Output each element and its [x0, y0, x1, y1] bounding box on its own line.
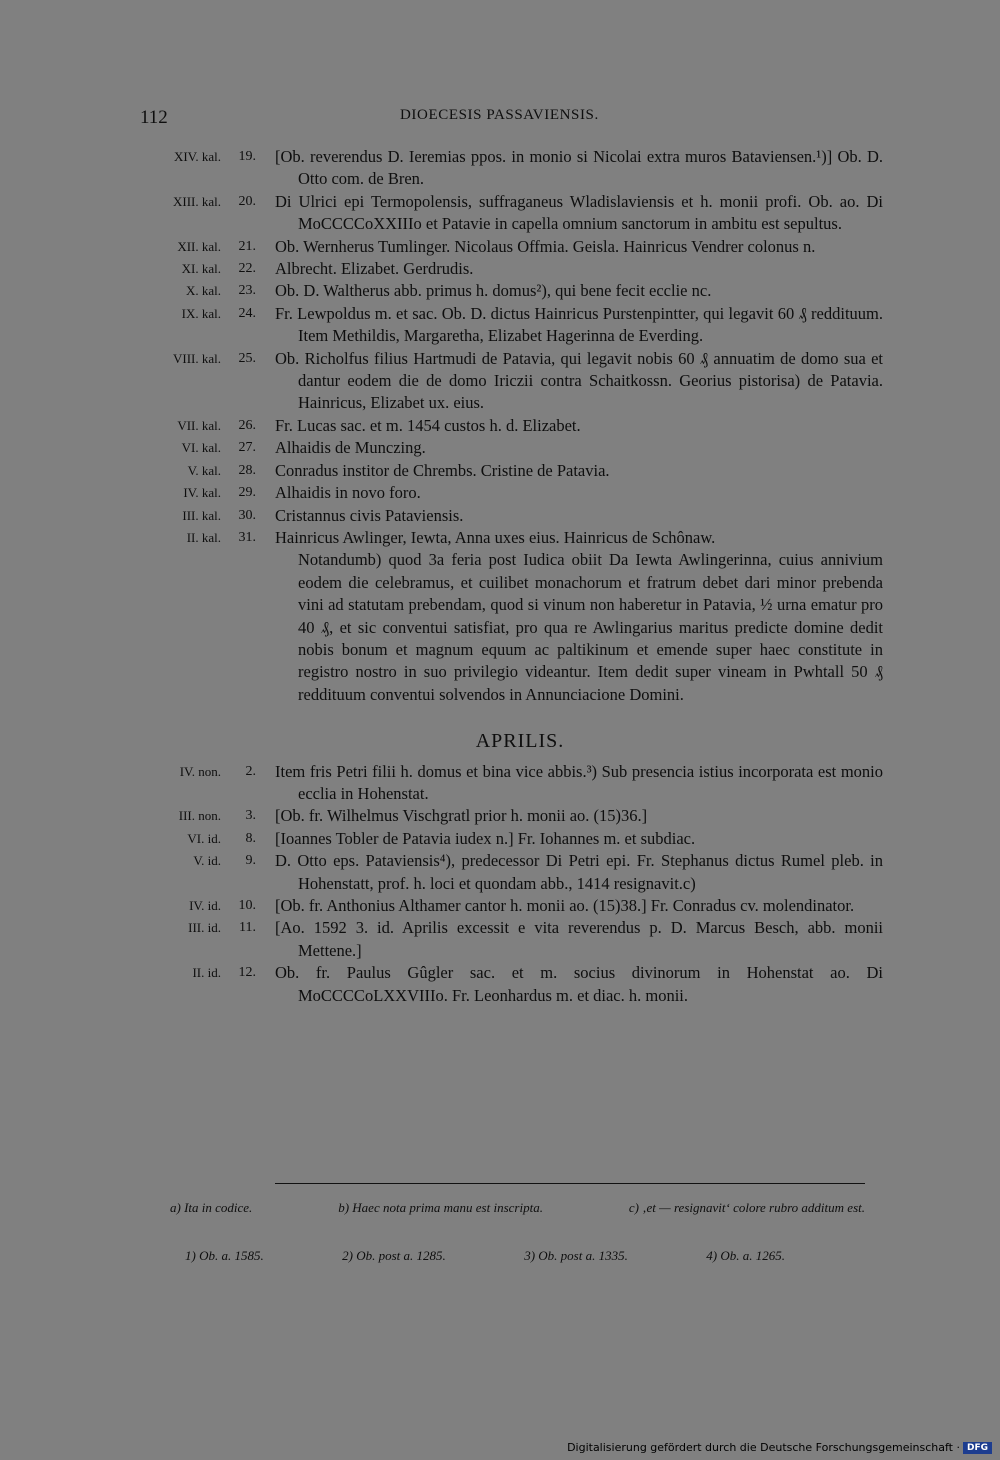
entry-text: Albrecht. Elizabet. Gerdrudis. — [275, 259, 474, 279]
entry-date: VI. kal. — [181, 440, 221, 456]
entry — [130, 761, 883, 806]
entry-text: [Ao. 1592 3. id. Aprilis excessit e vita reverendus p. D. Marcus Besch, abb. monii Mettene.] — [275, 918, 883, 960]
entry-date: XIV. kal. — [173, 149, 221, 164]
numbered-note: 1) Ob. a. 1585. — [185, 1248, 264, 1263]
entry-day: 11. — [239, 920, 256, 936]
numbered-note: 4) Ob. a. 1265. — [706, 1248, 785, 1263]
entry — [130, 258, 870, 280]
footnote-c: c) ‚et — resignavit‘ colore rubro additum est. — [628, 1200, 865, 1215]
entry-text: [Ioannes Tobler de Patavia iudex n.] Fr. Iohannes m. et subdiac. — [275, 828, 696, 848]
entry — [130, 280, 870, 302]
entry — [130, 505, 870, 527]
entry-date: XI. kal. — [181, 261, 221, 277]
entry-text: Ob. Wernherus Tumlinger. Nicolaus Offmia. Geisla. Hainricus Vendrer colonus n. — [275, 236, 816, 256]
entry-text — [275, 527, 883, 706]
entry-day: 10. — [238, 898, 256, 913]
entry-day: 20. — [238, 193, 256, 209]
entry-text: Conradus institor de Chrembs. Cristine de Patavia. — [275, 460, 610, 480]
numbered-note: 2) Ob. post a. 1285. — [342, 1248, 446, 1263]
entry-day: 2. — [245, 763, 256, 779]
entry-day: 9. — [245, 853, 256, 869]
entry — [130, 962, 883, 1007]
page-number: 112 — [140, 107, 168, 128]
entry — [130, 527, 883, 706]
entry-text: Fr. Lewpoldus m. et sac. Ob. D. dictus Hainricus Purstenpintter, qui legavit 60 ₰ reddituum. Item Methildis, Margaretha, Elizabet Hagerinna de Everding. — [275, 303, 883, 346]
entry-text: Ob. Richolfus filius Hartmudi de Patavia, qui legavit nobis 60 ₰ annuatim de domo sua et dantur eodem die de domo Iriczii contra Schaitkossn. Georius pistorisa) de Patavia. Hainricus, Elizabet ux. eius. — [275, 348, 883, 413]
entry-date: IV. kal. — [183, 485, 221, 501]
entry — [130, 917, 883, 962]
entry-text: Alhaidis de Munczing. — [275, 438, 426, 458]
entry — [130, 460, 870, 482]
entry-text: [Ob. reverendus D. Ieremias ppos. in monio si Nicolai extra muros Bataviensen.¹)] Ob. D. Otto com. de Bren. — [275, 147, 883, 189]
entry-day: 22. — [238, 261, 256, 277]
entry-date: II. id. — [192, 965, 221, 981]
funding-footer — [567, 1441, 992, 1454]
entry-date: III. id. — [188, 920, 221, 936]
footnote-a: a) Ita in codice. — [170, 1200, 253, 1215]
entry — [130, 191, 883, 236]
entry-day: 29. — [238, 485, 256, 501]
entry-day: 23. — [238, 283, 256, 299]
april-section-title: APRILIS. — [475, 730, 565, 753]
entry-date: XIII. kal. — [172, 193, 221, 209]
running-head: DIOECESIS PASSAVIENSIS. — [400, 107, 599, 123]
entry-date: IX. kal. — [181, 305, 221, 321]
entry-date: V. id. — [193, 853, 221, 869]
entry-text: Ob. fr. Paulus Gûgler sac. et m. socius divinorum in Hohenstat ao. Di MoCCCCoLXXVIIIo. Fr. Leonhardus m. et diac. h. monii. — [275, 963, 883, 1005]
entry-main-text: Hainricus Awlinger, Iewta, Anna uxes eius. Hainricus de Schônaw. — [275, 527, 716, 547]
entry-text: Di Ulrici epi Termopolensis, suffraganeus Wladislaviensis et h. monii profi. Ob. ao. Di MoCCCCoXXIIIo et Patavie in capella omnium sanctorum in ambitu est sepultus. — [275, 191, 883, 234]
entry — [130, 828, 870, 850]
entry-text: Item fris Petri filii h. domus et bina vice abbis.³) Sub presencia istius incorporata est monio ecclia in Hohenstat. — [275, 761, 883, 803]
entry — [130, 236, 870, 258]
entry-date: III. kal. — [182, 507, 221, 523]
entry — [130, 895, 870, 917]
entry — [130, 303, 883, 348]
entry-date: V. kal. — [187, 462, 221, 478]
entry-text: Cristannus civis Pataviensis. — [275, 505, 464, 525]
footnotes — [170, 1198, 865, 1217]
entry — [130, 146, 883, 191]
entry — [130, 437, 870, 459]
entry-day: 31. — [238, 529, 256, 545]
entry-text: Ob. D. Waltherus abb. primus h. domus²), qui bene fecit ecclie nc. — [275, 281, 712, 301]
footnote-divider — [275, 1183, 865, 1184]
entry — [130, 805, 870, 827]
entry-day: 12. — [238, 965, 256, 981]
entry-date: III. non. — [178, 808, 221, 824]
entry — [130, 482, 870, 504]
entry — [130, 415, 870, 437]
entry-text: [Ob. fr. Wilhelmus Vischgratl prior h. monii ao. (15)36.] — [275, 806, 648, 826]
entry-day: 28. — [238, 462, 256, 478]
entry-date: VIII. kal. — [172, 350, 221, 366]
entry-date: X. kal. — [185, 283, 221, 299]
entry-day: 24. — [238, 305, 256, 321]
entry-date: VII. kal. — [177, 417, 221, 433]
footer-text: Digitalisierung gefördert durch die Deutsche Forschungsgemeinschaft · — [567, 1441, 960, 1454]
entry-day: 21. — [238, 238, 256, 254]
entry — [130, 850, 883, 895]
entry-text: Alhaidis in novo foro. — [275, 483, 421, 503]
entry-date: IV. id. — [189, 898, 221, 913]
entry-day: 30. — [238, 507, 256, 523]
entry-day: 3. — [245, 808, 256, 824]
entry-day: 19. — [238, 149, 256, 164]
numbered-notes — [185, 1248, 785, 1264]
entry-date: VI. id. — [187, 830, 221, 846]
entry-text: Fr. Lucas sac. et m. 1454 custos h. d. Elizabet. — [275, 415, 581, 435]
entries — [130, 146, 883, 1007]
entry-text: D. Otto eps. Pataviensis⁴), predecessor Di Petri epi. Fr. Stephanus dictus Rumel pleb. in Hohenstatt, prof. h. loci et quondam abb., 1414 resignavit.c) — [275, 851, 883, 893]
entry-day: 27. — [238, 440, 256, 456]
entry-day: 8. — [245, 830, 256, 846]
numbered-note: 3) Ob. post a. 1335. — [524, 1248, 628, 1263]
entry-date: IV. non. — [179, 763, 221, 779]
entry-text: [Ob. fr. Anthonius Althamer cantor h. monii ao. (15)38.] Fr. Conradus cv. molendinator. — [275, 896, 855, 915]
entry-date: XII. kal. — [177, 238, 221, 254]
entry-day: 26. — [238, 417, 256, 433]
dfg-logo: DFG — [963, 1442, 992, 1454]
entry-note-text: Notandumb) quod 3a feria post Iudica obiit Da Iewta Awlingerinna, cuius annivium eodem die celebramus, et cuilibet monachorum et fratrum debet dari minor prebenda vini ad statutam prebendam, quod si vinum non haberetur in Patavia, ½ urna ematur pro 40 ₰, et sic conventui satisfiat, pro qua re Awlingarius maritus predicte domine dedit nobis bonum et magnum equum ac paltikinum et emende super haec constitute in registro nostro in suo privilegio videantur. Item dedit super vineam in Pwhtall 50 ₰ reddituum conventui solvendos in Annunciacione Domini. — [298, 550, 883, 704]
entry-date: II. kal. — [186, 529, 221, 545]
entry — [130, 348, 883, 415]
entry-day: 25. — [238, 350, 256, 366]
footnote-b: b) Haec nota prima manu est inscripta. — [338, 1200, 543, 1215]
